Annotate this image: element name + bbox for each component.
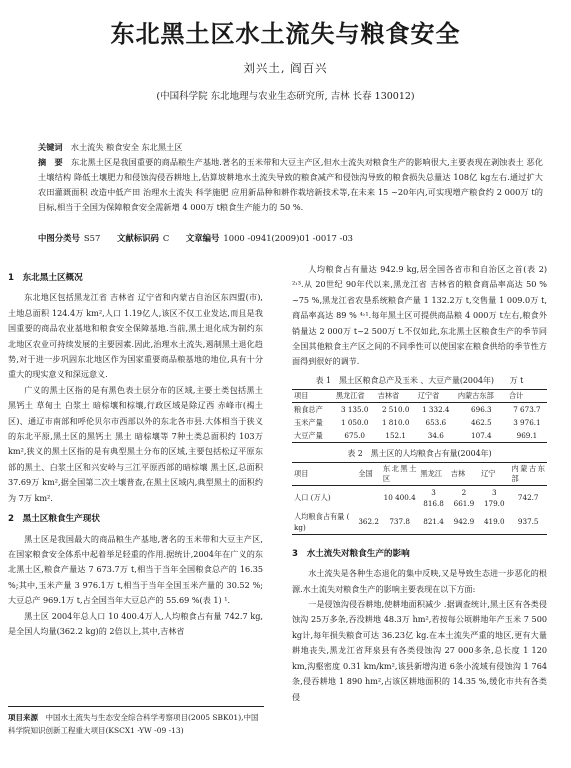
- clc-value: S57: [83, 233, 101, 243]
- keywords-line: [38, 140, 543, 155]
- table-2: [292, 462, 547, 535]
- section-2-heading: 2 黑土区粮食生产现状: [8, 514, 100, 525]
- table-1-caption: 表 1 黑土区粮食总产及玉米 、大豆产量(2004年) 万 t: [315, 375, 524, 385]
- doc-code-label: 文献标识码: [116, 233, 159, 243]
- table-row: 人均粮食占有量 ( kg) 362.2 737.8 821.4 942.9 419.0 937.5: [294, 511, 539, 532]
- paragraph: 人均粮食占有量达 942.9 kg,居全国各省市和自治区之首(表 2) ²˒³.从 20世纪 90年代以来,黑龙江省 吉林省的粮食商品率高达 50 % ~75 %,黑龙江省农垦系统粮食产量 1 132.2万 t,交售量 1 009.0万 t,商品率高达 89 % ⁴˒¹.每年黑土区可提供商品粮 4 000万 t左右,粮食外销量达 2 000万 t~2 500万 t.不仅如此,东北黑土区粮食生产的季节同全国其他粮食主产区之间的不同季性可以使国家在粮食供给的季节性方面得到很好的调节.: [292, 264, 547, 367]
- table-row: 大豆产量 675.0 152.1 34.6 107.4 969.1: [294, 430, 538, 440]
- table-1-unit: 万 t: [509, 375, 524, 385]
- paragraph: 水土流失是各种生态退化的集中反映,又是导致生态进一步恶化的根源.水土流失对粮食生产的影响主要表现在以下方面:: [292, 568, 547, 594]
- funding-label: 项目来源: [8, 713, 38, 722]
- table-row: 粮食总产 3 135.0 2 510.0 1 332.4 696.3 7 673.7: [294, 404, 541, 414]
- paragraph: 黑土区 2004年总人口 10 400.4万人,人均粮食占有量 742.7 kg,是全国人均量(362.2 kg)的 2倍以上,其中,吉林省: [8, 610, 263, 636]
- keywords-text: 水土流失 粮食安全 东北黑土区: [70, 142, 183, 152]
- section-3-heading: 3 水土流失对粮食生产的影响: [292, 548, 410, 559]
- keywords-label: 关键词: [38, 142, 63, 152]
- abstract-block: [38, 140, 543, 215]
- doc-code-value: C: [162, 233, 170, 243]
- funding-footnote: [8, 706, 264, 737]
- paper-title: 东北黑土区水土流失与粮食安全: [110, 20, 461, 48]
- section-1-heading: 1 东北黑土区概况: [8, 273, 83, 283]
- table-2-caption: 表 2 黑土区的人均粮食占有量(2004年): [347, 448, 492, 458]
- abstract-label: 摘 要: [38, 157, 63, 167]
- funding-text: 中国水土流失与生态安全综合科学考察项目(2005 SBK01),中国科学院知识创新工程重大项目(KSCX1 -YW -09 -13): [8, 713, 259, 735]
- table-header-row: 项目 全国 东北黑土区 黑龙江 吉林 辽宁 内蒙古东部: [292, 462, 547, 485]
- table-header-row: 项目 黑龙江省 吉林省 辽宁省 内蒙古东部 合计: [292, 389, 547, 402]
- abstract-line: [38, 155, 543, 215]
- article-no-value: 1000 -0941(2009)01 -0017 -03: [223, 233, 354, 243]
- classification-line: [38, 232, 558, 244]
- clc-label: 中图分类号: [38, 233, 80, 243]
- table-row: 人口 (万人) 10 400.4 3 816.8 2 661.9 3 179.0 742.7: [294, 487, 539, 508]
- paragraph: 东北地区包括黑龙江省 吉林省 辽宁省和内蒙古自治区东四盟(市),土地总面积 124.4万 km²,人口 1.19亿人,该区不仅工业发达,而且是我国重要的商品农业基地和粮食安全保障基地.当前,黑土退化成为制约东北地区农业可持续发展的主要因素.因此,治理水土流失,遏制黑土退化趋势,对于进一步巩固东北地区作为国家重要商品粮基地的地位,具有十分重大的现实意义和深远意义.: [8, 292, 263, 380]
- paragraph: 黑土区是我国最大的商品粮生产基地,著名的玉米带和大豆主产区,在国家粮食安全体系中起着举足轻重的作用.据统计,2004年在广义的东北黑土区,粮食产量达 7 673.7万 t,相当于当年全国粮食总产的 16.35 %;其中,玉米产量 3 976.1万 t,相当于当年全国玉米产量的 30.52 %;大豆总产 969.1万 t,占全国当年大豆总产的 55.69 %(表 1) ¹.: [8, 533, 263, 606]
- right-column: [292, 262, 547, 705]
- paper-affiliation: (中国科学院 东北地理与农业生态研究所, 吉林 长春 130012): [156, 91, 415, 102]
- table-1: [292, 389, 547, 443]
- paragraph: 广义的黑土区指的是有黑色表土层分布的区域,主要土类包括黑土 黑钙土 草甸土 白浆土 暗棕壤和棕壤,行政区域是除辽西 赤峰市(褐土区)、通辽市南部和呼伦贝尔市西部以外的东北各市县.大体相当于狭义的东北平原,黑土区的黑钙土 黑土 暗棕壤等 7种土类总面积约 103万 km²,狭义的黑土区指的是有典型黑土分布的区域,主要包括松辽平原东部的黑土、白浆土区和兴安岭与三江平原西部的暗棕壤 黑土区,总面积 37.69万 km²,据全国第二次土壤普查,在黑土区域内,典型黑土的面积约为 7万 km².: [8, 384, 263, 503]
- abstract-text: 东北黑土区是我国重要的商品粮生产基地.著名的玉米带和大豆主产区,但水土流失对粮食生产的影响很大,主要表现在剥蚀表土 恶化土壤结构 降低土壤肥力和侵蚀沟侵吞耕地上,估算坡耕地水土流失导致的粮食减产和侵蚀沟导致的粮食损失总量达 108亿 kg左右.通过扩大农田灌溉面积 改造中低产田 治理水土流失 科学施肥 应用新品种和耕作栽培新技术等,在未来 15 ~20年内,可实现增产粮食约 2 000万 t的目标,相当于全国为保障粮食安全需新增 4 000万 t粮食生产能力的 50 %.: [38, 157, 543, 212]
- paper-authors: 刘兴土, 阎百兴: [243, 61, 328, 75]
- left-column: [8, 265, 263, 639]
- article-no-label: 文章编号: [185, 233, 220, 243]
- paragraph: 一是侵蚀沟侵吞耕地,使耕地面积减少 .据调查统计,黑土区有各类侵蚀沟 25万多条,吞没耕地 48.3万 hm²,若按每公顷耕地年产玉米 7 500 kg计,每年损失粮食可达 36.23亿 kg.在本土流失严重的地区,更有大量耕地丧失,黑龙江省拜泉县有各类侵蚀沟 27 000多条,总长度 1 120 km,沟壑密度 0.31 km/km²,该县新增沟道 6条小流域有侵蚀沟 1 764条,侵吞耕地 1 890 hm²,占该区耕地面积的 14.35 %,缓化市共有各类侵: [292, 599, 547, 702]
- table-row: 玉米产量 1 050.0 1 810.0 653.6 462.5 3 976.1: [294, 417, 541, 427]
